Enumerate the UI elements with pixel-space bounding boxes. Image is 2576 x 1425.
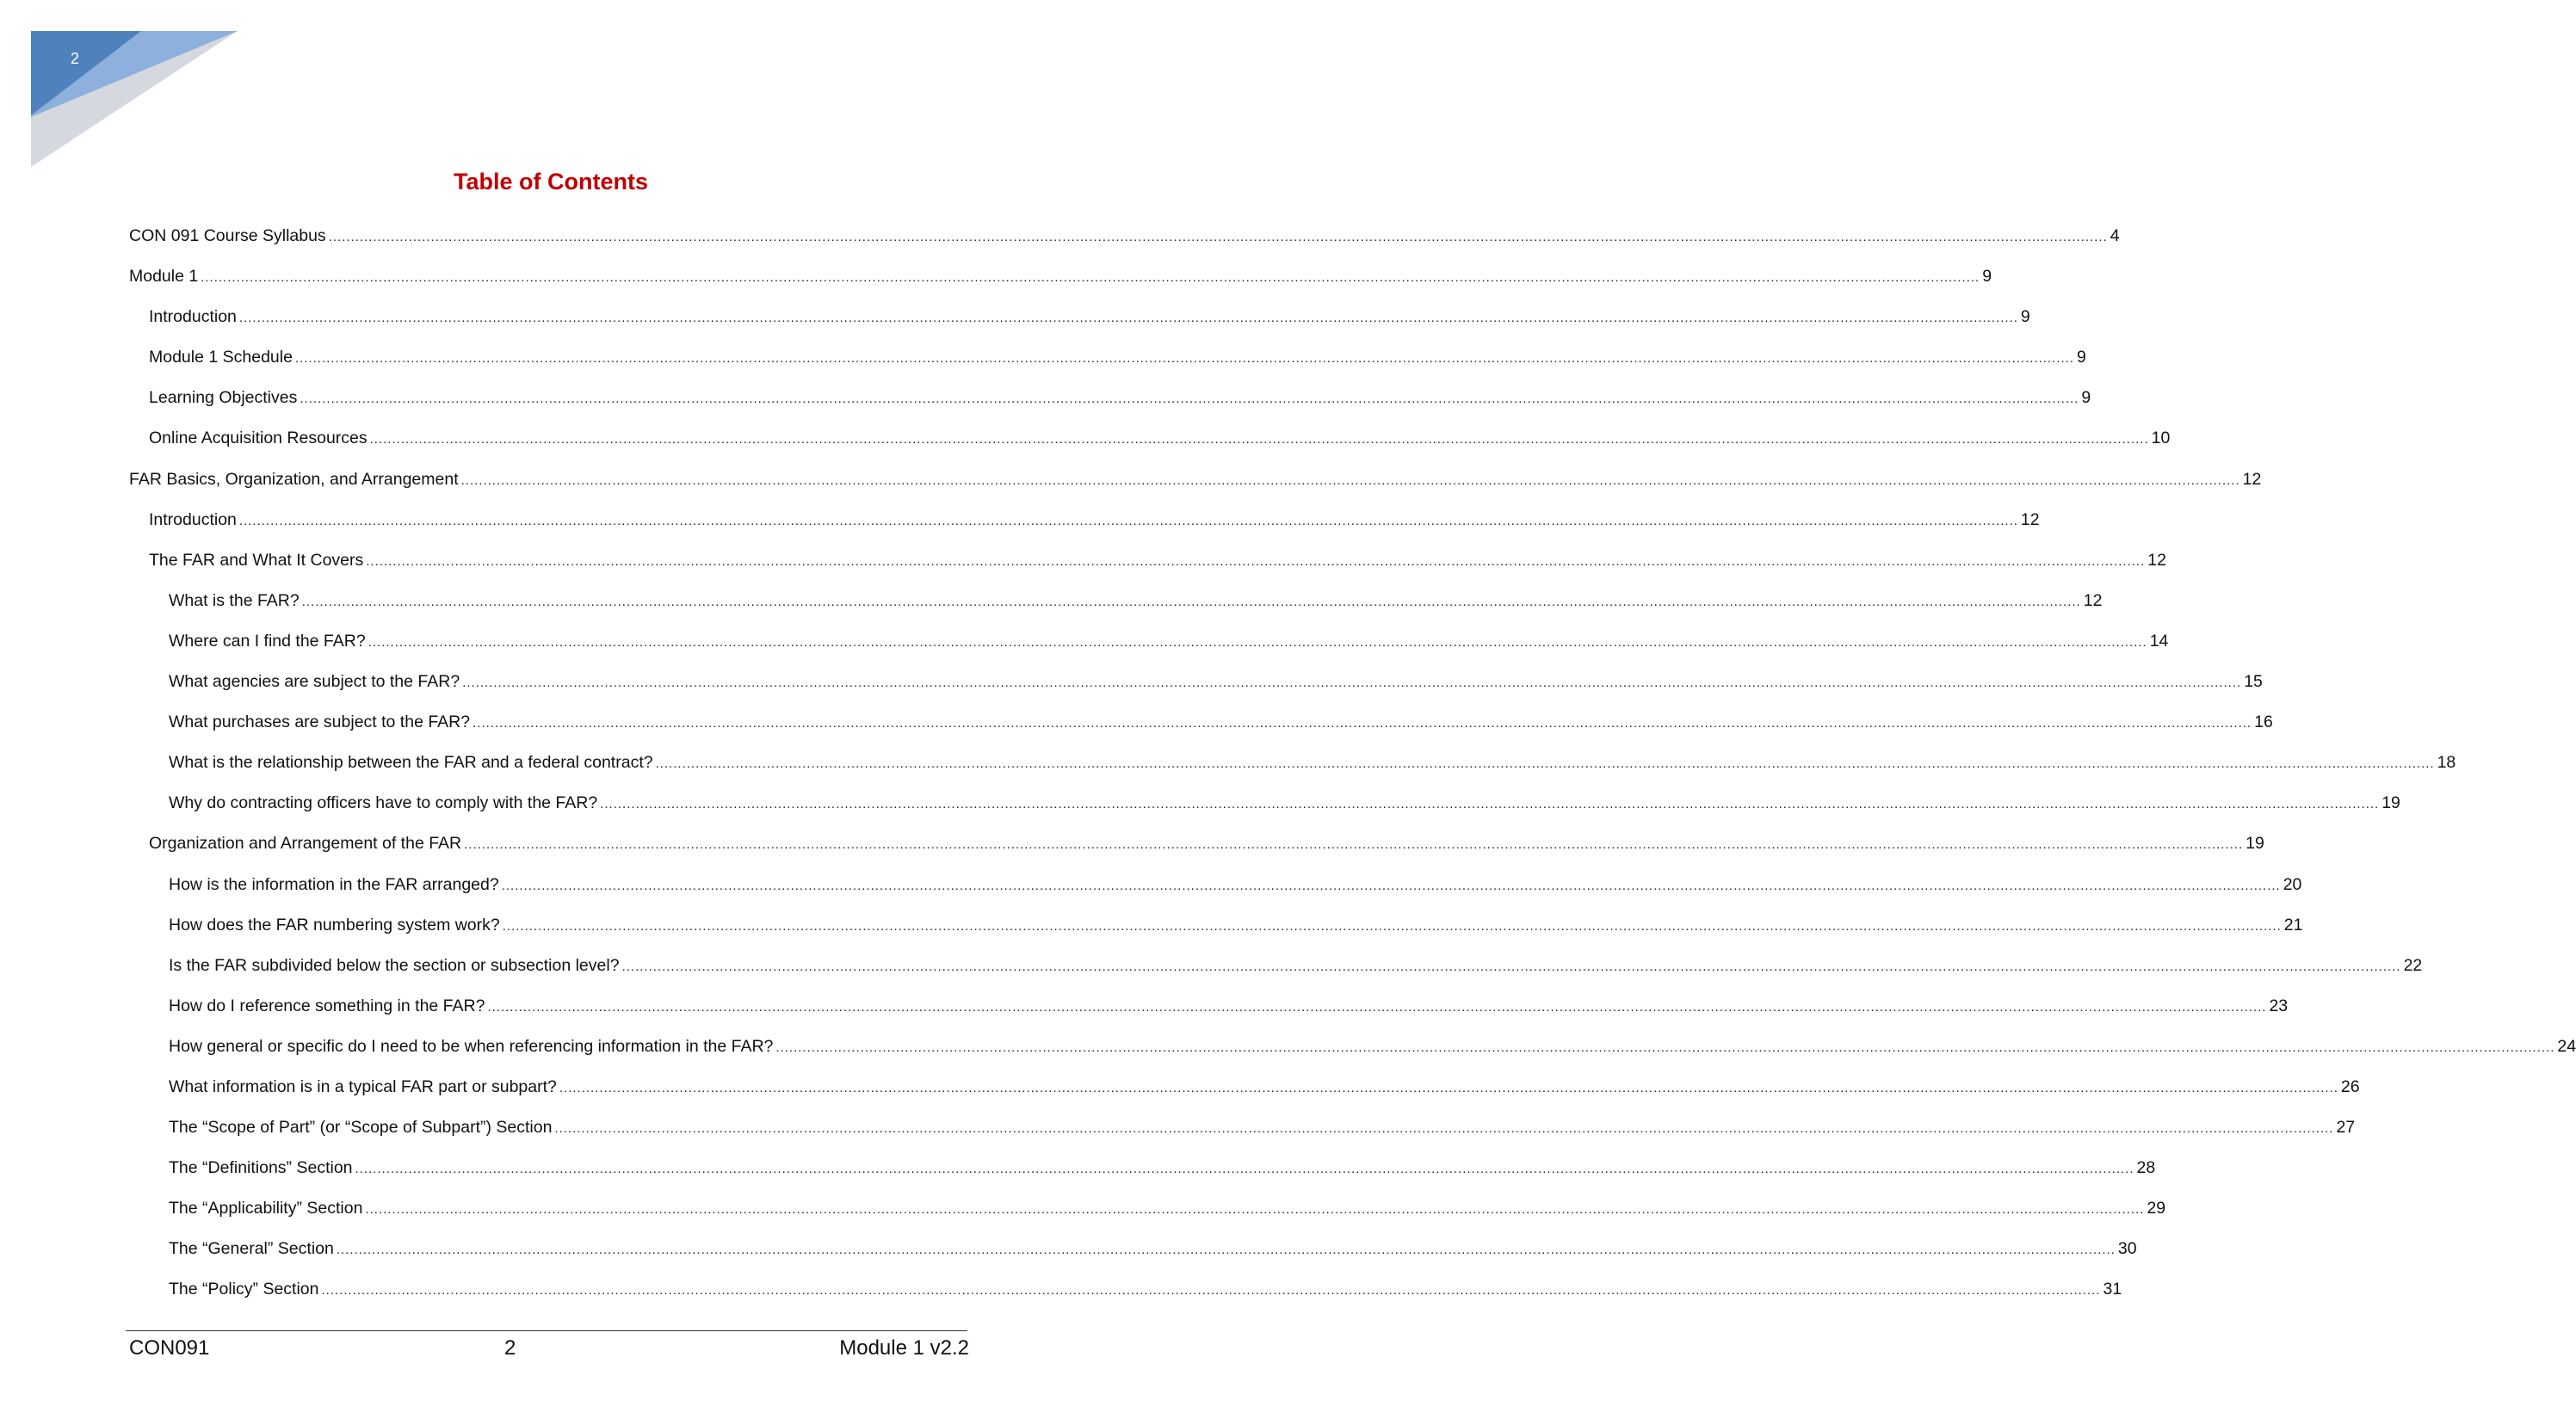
toc-entry-label: Learning Objectives xyxy=(149,388,298,408)
toc-entry-page: 12 xyxy=(2242,469,2262,489)
toc-leader-dots: ................................................................................................................................................................................................................................................................................................................................................................................................................ xyxy=(655,756,2435,772)
toc-leader-dots: ................................................................................................................................................................................................................................................................................................................................................................................................................ xyxy=(462,675,2242,691)
toc-leader-dots: ................................................................................................................................................................................................................................................................................................................................................................................................................ xyxy=(355,1162,2134,1177)
toc-entry-page: 21 xyxy=(2283,915,2303,935)
toc-entry[interactable] xyxy=(129,509,2040,551)
corner-page-number: 2 xyxy=(71,50,80,67)
toc-entry-page: 4 xyxy=(2110,226,2120,245)
toc-entry[interactable] xyxy=(129,1280,2122,1320)
toc-entry-page: 9 xyxy=(2076,348,2086,367)
toc-leader-dots: ................................................................................................................................................................................................................................................................................................................................................................................................................ xyxy=(365,1202,2145,1218)
toc-entry[interactable] xyxy=(129,1118,2356,1158)
toc-entry[interactable] xyxy=(129,1158,2156,1199)
toc-entry-label: What purchases are subject to the FAR? xyxy=(169,712,471,732)
toc-entry-label: How does the FAR numbering system work? xyxy=(169,915,500,935)
toc-leader-dots: ................................................................................................................................................................................................................................................................................................................................................................................................................ xyxy=(201,270,1980,286)
toc-entry-label: The “Scope of Part” (or “Scope of Subpart”) Section xyxy=(169,1118,553,1138)
toc-leader-dots: ................................................................................................................................................................................................................................................................................................................................................................................................................ xyxy=(600,797,2380,812)
toc-leader-dots: ................................................................................................................................................................................................................................................................................................................................................................................................................ xyxy=(487,999,2267,1015)
toc-leader-dots: ................................................................................................................................................................................................................................................................................................................................................................................................................ xyxy=(328,230,2108,244)
toc-leader-dots: ................................................................................................................................................................................................................................................................................................................................................................................................................ xyxy=(559,1080,2338,1095)
toc-entry[interactable] xyxy=(129,1076,2360,1118)
toc-entry[interactable] xyxy=(129,590,2103,632)
toc-entry-label: The “Definitions” Section xyxy=(169,1158,353,1178)
toc-leader-dots: ................................................................................................................................................................................................................................................................................................................................................................................................................ xyxy=(336,1243,2116,1258)
toc-entry-page: 31 xyxy=(2103,1280,2122,1299)
table-of-contents xyxy=(129,226,2576,1321)
toc-entry-page: 28 xyxy=(2136,1158,2156,1178)
toc-entry-label: Where can I find the FAR? xyxy=(169,631,366,651)
toc-entry-page: 20 xyxy=(2283,874,2302,894)
corner-decoration xyxy=(31,31,238,177)
toc-entry-page: 9 xyxy=(2020,307,2030,327)
toc-leader-dots: ................................................................................................................................................................................................................................................................................................................................................................................................................ xyxy=(460,472,2240,488)
toc-entry-label: Module 1 Schedule xyxy=(149,348,293,367)
toc-entry-page: 30 xyxy=(2117,1239,2137,1259)
toc-entry-label: The “Policy” Section xyxy=(169,1280,319,1299)
toc-leader-dots: ................................................................................................................................................................................................................................................................................................................................................................................................................ xyxy=(301,594,2081,609)
toc-entry-page: 12 xyxy=(2020,509,2040,529)
toc-entry-label: How is the information in the FAR arranged? xyxy=(169,874,499,894)
toc-entry[interactable] xyxy=(129,1239,2137,1280)
toc-entry[interactable] xyxy=(129,915,2303,956)
toc-entry[interactable] xyxy=(129,388,2091,429)
footer-page-number: 2 xyxy=(504,1336,516,1360)
toc-leader-dots: ................................................................................................................................................................................................................................................................................................................................................................................................................ xyxy=(621,959,2401,974)
toc-leader-dots: ................................................................................................................................................................................................................................................................................................................................................................................................................ xyxy=(300,392,2079,407)
toc-entry-page: 23 xyxy=(2269,996,2289,1015)
footer-course-code: CON091 xyxy=(129,1336,210,1360)
toc-entry[interactable] xyxy=(129,1199,2166,1239)
toc-entry-page: 16 xyxy=(2254,712,2273,732)
toc-entry-label: What is the FAR? xyxy=(169,590,300,610)
toc-entry-page: 29 xyxy=(2147,1199,2166,1218)
toc-entry-page: 19 xyxy=(2381,793,2400,813)
toc-leader-dots: ................................................................................................................................................................................................................................................................................................................................................................................................................ xyxy=(238,513,2018,528)
toc-entry-page: 15 xyxy=(2244,672,2263,692)
toc-leader-dots: ................................................................................................................................................................................................................................................................................................................................................................................................................ xyxy=(501,878,2281,893)
toc-leader-dots: ................................................................................................................................................................................................................................................................................................................................................................................................................ xyxy=(464,837,2244,853)
toc-entry[interactable] xyxy=(129,712,2273,753)
toc-entry[interactable] xyxy=(129,348,2086,388)
toc-title: Table of Contents xyxy=(454,169,648,194)
toc-leader-dots: ................................................................................................................................................................................................................................................................................................................................................................................................................ xyxy=(294,351,2074,367)
toc-entry-label: Introduction xyxy=(149,509,237,529)
toc-entry-page: 9 xyxy=(2081,388,2091,408)
toc-leader-dots: ................................................................................................................................................................................................................................................................................................................................................................................................................ xyxy=(366,553,2146,569)
toc-entry[interactable] xyxy=(129,307,2030,348)
toc-leader-dots: ................................................................................................................................................................................................................................................................................................................................................................................................................ xyxy=(238,311,2018,326)
toc-leader-dots: ................................................................................................................................................................................................................................................................................................................................................................................................................ xyxy=(775,1039,2555,1055)
footer-divider xyxy=(126,1330,967,1331)
toc-entry-page: 10 xyxy=(2151,429,2171,448)
toc-entry-page: 14 xyxy=(2149,631,2169,651)
toc-entry-label: Module 1 xyxy=(129,267,199,287)
toc-entry-label: Is the FAR subdivided below the section or subsection level? xyxy=(169,955,620,975)
toc-leader-dots: ................................................................................................................................................................................................................................................................................................................................................................................................................ xyxy=(369,432,2149,447)
toc-leader-dots: ................................................................................................................................................................................................................................................................................................................................................................................................................ xyxy=(473,716,2252,731)
toc-entry[interactable] xyxy=(129,834,2264,874)
toc-leader-dots: ................................................................................................................................................................................................................................................................................................................................................................................................................ xyxy=(321,1283,2101,1299)
toc-entry-label: What is the relationship between the FAR and a federal contract? xyxy=(169,753,653,773)
footer-module-version: Module 1 v2.2 xyxy=(839,1336,969,1360)
toc-entry[interactable] xyxy=(129,955,2423,996)
toc-entry[interactable] xyxy=(129,267,1992,307)
toc-entry[interactable] xyxy=(129,874,2302,916)
toc-entry-label: The FAR and What It Covers xyxy=(149,550,364,570)
toc-entry-page: 26 xyxy=(2340,1076,2360,1096)
toc-entry[interactable] xyxy=(129,429,2171,469)
toc-entry-page: 19 xyxy=(2246,834,2264,854)
toc-entry-page: 18 xyxy=(2437,753,2456,773)
toc-entry[interactable] xyxy=(129,996,2289,1037)
toc-entry-page: 24 xyxy=(2557,1036,2576,1056)
toc-entry-label: The “Applicability” Section xyxy=(169,1199,363,1218)
toc-entry-page: 27 xyxy=(2336,1118,2356,1138)
toc-entry-label: Introduction xyxy=(149,307,237,327)
toc-entry-page: 12 xyxy=(2083,590,2103,610)
toc-entry-label: CON 091 Course Syllabus xyxy=(129,226,326,245)
toc-entry[interactable] xyxy=(129,793,2400,834)
toc-entry[interactable] xyxy=(129,631,2169,672)
toc-entry-label: How do I reference something in the FAR? xyxy=(169,996,485,1015)
toc-entry[interactable] xyxy=(129,469,2262,510)
toc-entry[interactable] xyxy=(129,672,2263,712)
toc-entry-label: Online Acquisition Resources xyxy=(149,429,368,448)
toc-leader-dots: ................................................................................................................................................................................................................................................................................................................................................................................................................ xyxy=(368,634,2147,650)
toc-entry-page: 12 xyxy=(2147,550,2166,570)
toc-entry[interactable] xyxy=(129,1036,2576,1077)
toc-leader-dots: ................................................................................................................................................................................................................................................................................................................................................................................................................ xyxy=(502,918,2282,934)
toc-entry-page: 9 xyxy=(1982,267,1992,287)
toc-entry[interactable] xyxy=(129,226,2120,267)
toc-leader-dots: ................................................................................................................................................................................................................................................................................................................................................................................................................ xyxy=(554,1121,2334,1137)
toc-entry-label: Why do contracting officers have to comply with the FAR? xyxy=(169,793,598,813)
toc-entry-label: What agencies are subject to the FAR? xyxy=(169,672,460,692)
toc-entry-label: FAR Basics, Organization, and Arrangement xyxy=(129,469,459,489)
toc-entry-label: How general or specific do I need to be when referencing information in the FAR? xyxy=(169,1036,774,1056)
toc-entry-label: The “General” Section xyxy=(169,1239,334,1259)
toc-entry-label: Organization and Arrangement of the FAR xyxy=(149,834,462,854)
toc-entry[interactable] xyxy=(129,753,2456,793)
toc-entry-page: 22 xyxy=(2403,955,2423,975)
toc-entry-label: What information is in a typical FAR part or subpart? xyxy=(169,1076,557,1096)
toc-entry[interactable] xyxy=(129,550,2166,591)
